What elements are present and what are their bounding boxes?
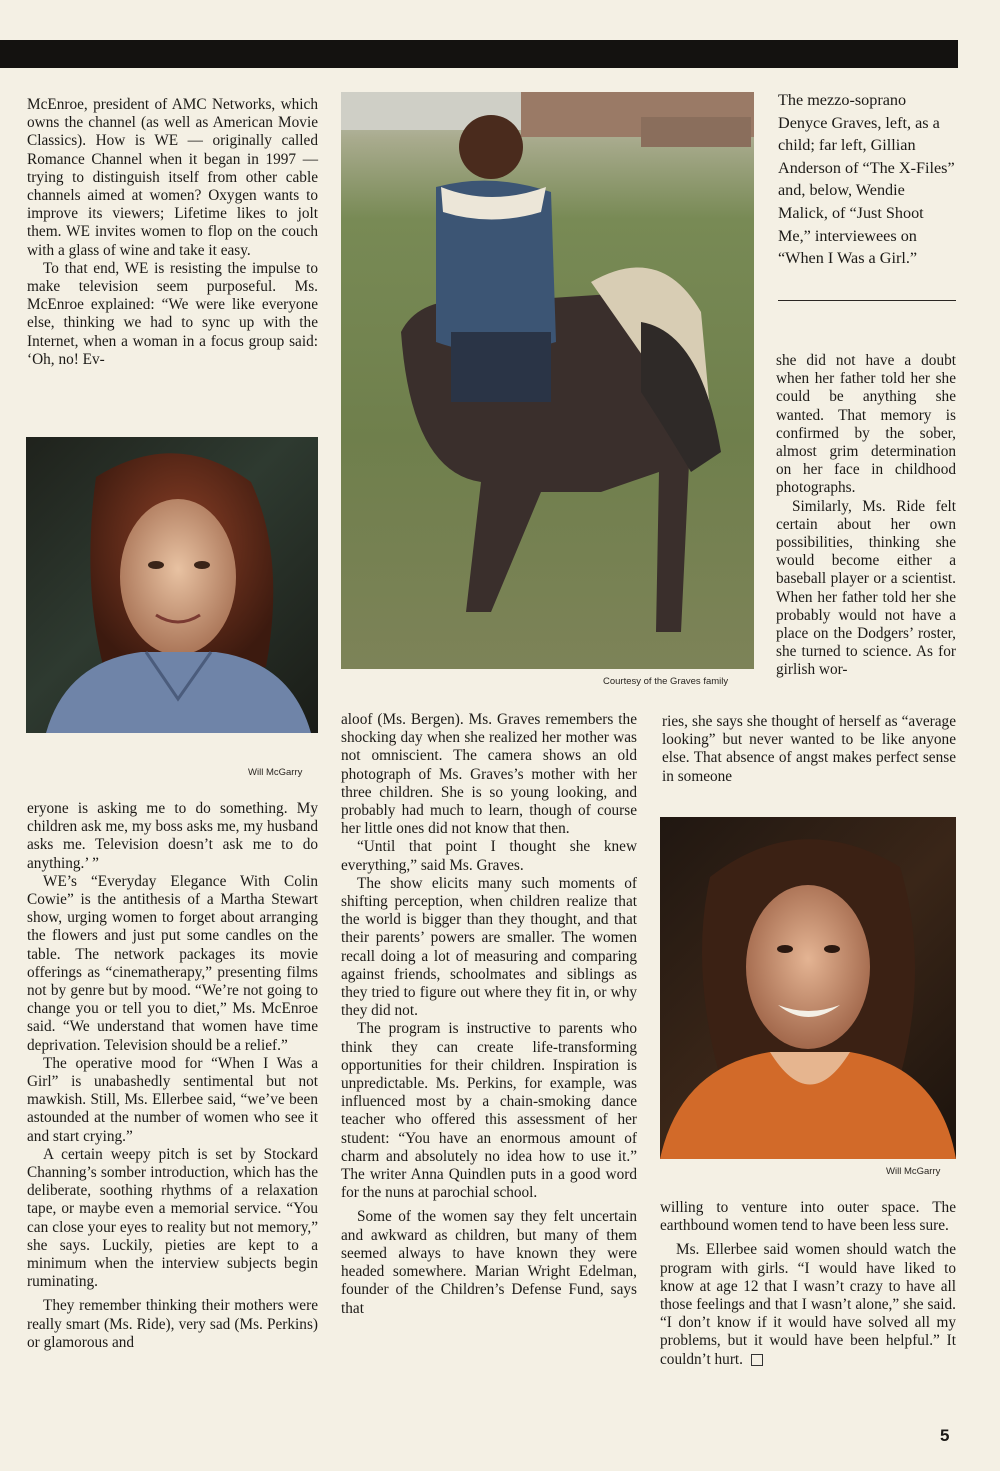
photo-gillian-anderson <box>26 437 318 733</box>
paragraph: Similarly, Ms. Ride felt certain about her own possibilities, thinking she would become either a baseball player or a scientist. When her father told her she probably would not have a place on the Dodgers’ roster, she turned to science. As for girlish wor- <box>776 497 956 679</box>
caption-divider <box>778 300 956 301</box>
column-2-text <box>341 711 637 1318</box>
photo-denyce-graves-pony <box>341 92 754 669</box>
paragraph: They remember thinking their mothers were really smart (Ms. Ride), very sad (Ms. Perkins) or glamorous and <box>27 1297 318 1351</box>
paragraph <box>660 1241 956 1368</box>
paragraph: To that end, WE is resisting the impulse to make television seem purposeful. Ms. McEnroe explained: “We were like everyone else, thinking we had to sync up with the Internet, when a woman in a focus group said: ‘Oh, no! Ev- <box>27 259 318 368</box>
paragraph: willing to venture into outer space. The earthbound women tend to have been less sure. <box>660 1199 956 1235</box>
paragraph: “Until that point I thought she knew everything,” said Ms. Graves. <box>341 838 637 874</box>
end-of-article-mark <box>751 1354 763 1366</box>
page-number: 5 <box>940 1426 950 1445</box>
paragraph: A certain weepy pitch is set by Stockard Channing’s somber introduction, which has the deliberate, soothing rhythms of a relaxation tape, or maybe even a memorial service. “You can close your eyes to reality but not memory,” she says. Luckily, pieties are kept to a minimum when the interview subjects begin ruminating. <box>27 1145 318 1291</box>
paragraph: The program is instructive to parents who think they can create life-transforming opportunities for their children. Inspiration is unpredictable. Ms. Perkins, for example, was influenced most by a chain-smoking dance teacher who offered this assessment of her student: “You have an enormous amount of charm and absolutely no idea how to use it.” The writer Anna Quindlen puts in a good word for the nuns at parochial school. <box>341 1020 637 1202</box>
paragraph: eryone is asking me to do something. My children ask me, my boss asks me, my husband asks me. Television doesn’t ask me to do anything.’ ” <box>27 800 318 872</box>
photo-credit-malick: Will McGarry <box>886 1166 941 1177</box>
column-1-bottom-text <box>27 800 318 1352</box>
photo-wendie-malick <box>660 817 956 1159</box>
photo-caption: The mezzo-soprano Denyce Graves, left, as a child; far left, Gillian Anderson of “The X-Files” and, below, Wendie Malick, of “Just Shoot Me,” interviewees on “When I Was a Girl.” <box>778 91 955 268</box>
column-3-narrow-text <box>776 352 956 680</box>
portrait-illustration <box>26 437 318 733</box>
column-3-bottom-text <box>660 1199 956 1369</box>
photo-credit-graves: Courtesy of the Graves family <box>603 676 729 687</box>
column-1-top-text <box>27 96 318 369</box>
column-3-wide-text <box>662 713 956 786</box>
photo-credit-anderson: Will McGarry <box>248 767 303 778</box>
paragraph: Some of the women say they felt uncertain and awkward as children, but many of them seemed always to have known they were headed somewhere. Marian Wright Edelman, founder of the Children’s Defense Fund, says that <box>341 1208 637 1317</box>
paragraph: aloof (Ms. Bergen). Ms. Graves remembers the shocking day when she realized her mother was not omniscient. The camera shows an old photograph of Ms. Graves’s mother with her three children. She is so young looking, and probably had much to learn, though of course her little ones did not know that then. <box>341 711 637 838</box>
paragraph: ries, she says she thought of herself as “average looking” but never wanted to be like anyone else. That absence of angst makes perfect sense in someone <box>662 713 956 785</box>
paragraph: The show elicits many such moments of shifting perception, when children realize that the world is bigger than they thought, and that their parents’ powers are smaller. The women recall doing a lot of measuring and comparing against friends, schoolmates and siblings as they tried to figure out where they fit in, or why they did not. <box>341 874 637 1020</box>
paragraph: McEnroe, president of AMC Networks, which owns the channel (as well as American Movie Classics). How is WE — originally called Romance Channel when it began in 1997 — trying to distinguish itself from other cable channels aimed at women? Oxygen wants to improve its viewers; Lifetime likes to jolt them. WE invites women to flop on the couch with a glass of wine and take it easy. <box>27 96 318 259</box>
paragraph: The operative mood for “When I Was a Girl” is unabashedly sentimental but not mawkish. Still, Ms. Ellerbee said, “we’ve been astounded at the number of women who see it and start crying.” <box>27 1054 318 1145</box>
portrait-illustration <box>660 817 956 1159</box>
paragraph: she did not have a doubt when her father told her she could be anything she wanted. That memory is confirmed by the sober, almost grim determination on her face in childhood photographs. <box>776 352 956 497</box>
paragraph-text: Ms. Ellerbee said women should watch the program with girls. “I would have liked to know at age 12 that I wasn’t crazy to have all those feelings and that I wasn’t alone,” she said. “I don’t know if it would have solved all my problems, but it would have been helpful.” It couldn’t hurt. <box>660 1241 956 1368</box>
paragraph: WE’s “Everyday Elegance With Colin Cowie” is the antithesis of a Martha Stewart show, urging women to forget about arranging the flowers and just put some candles on the table. The network packages its movie offerings as “cinematherapy,” presenting films not by genre but by mood. “We’re not going to change you or tell you to diet,” Ms. McEnroe said. “We understand that women have time deprivation. Television should be a relief.” <box>27 872 318 1054</box>
top-rule-bar <box>0 40 958 68</box>
photo-illustration <box>341 92 754 669</box>
